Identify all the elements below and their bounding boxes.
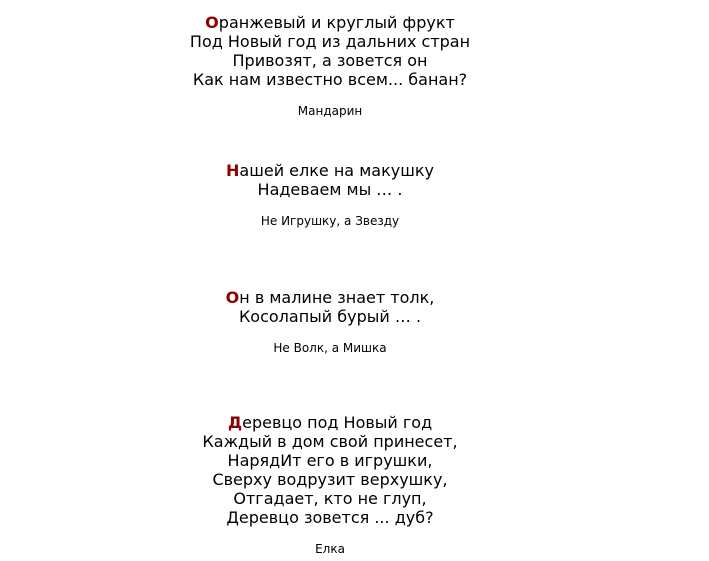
drop-letter: Н <box>226 161 240 180</box>
riddle-4 <box>0 413 660 557</box>
riddle-1 <box>0 13 660 119</box>
verse-line-1-rest: еревцо под Новый год <box>242 413 433 432</box>
verse-line-4: Сверху водрузит верхушку, <box>212 470 448 489</box>
verse-line-1 <box>0 413 660 432</box>
drop-letter: Д <box>227 413 243 432</box>
verse-line-5: Отгадает, кто не глуп, <box>233 489 427 508</box>
riddle-3 <box>0 288 660 356</box>
verse-line-1-rest: н в малине знает толк, <box>239 288 435 307</box>
riddle-answer: Не Волк, а Мишка <box>273 341 387 355</box>
verse-line-4: Как нам известно всем... банан? <box>192 70 468 89</box>
verse-line-3: НарядИт его в игрушки, <box>227 451 433 470</box>
riddle-verse <box>0 13 660 89</box>
verse-line-2: Косолапый бурый … . <box>238 307 422 326</box>
verse-line-1-rest: ашей елке на макушку <box>239 161 434 180</box>
riddle-answer: Не Игрушку, а Звезду <box>260 214 400 228</box>
drop-letter: О <box>205 13 219 32</box>
riddle-verse <box>0 413 660 527</box>
verse-line-1 <box>0 288 660 307</box>
verse-line-6: Деревцо зовется ... дуб? <box>226 508 434 527</box>
riddle-verse <box>0 288 660 326</box>
riddle-2 <box>0 161 660 229</box>
verse-line-3: Привозят, а зовется он <box>232 51 428 70</box>
verse-line-1 <box>0 161 660 180</box>
verse-line-2: Каждый в дом свой принесет, <box>202 432 458 451</box>
riddle-answer: Мандарин <box>297 104 363 118</box>
drop-letter: О <box>225 288 240 307</box>
riddle-verse <box>0 161 660 199</box>
verse-line-2: Надеваем мы … . <box>257 180 403 199</box>
riddle-answer: Елка <box>315 542 345 556</box>
verse-line-1-rest: ранжевый и круглый фрукт <box>218 13 455 32</box>
verse-line-2: Под Новый год из дальних стран <box>189 32 471 51</box>
verse-line-1 <box>0 13 660 32</box>
